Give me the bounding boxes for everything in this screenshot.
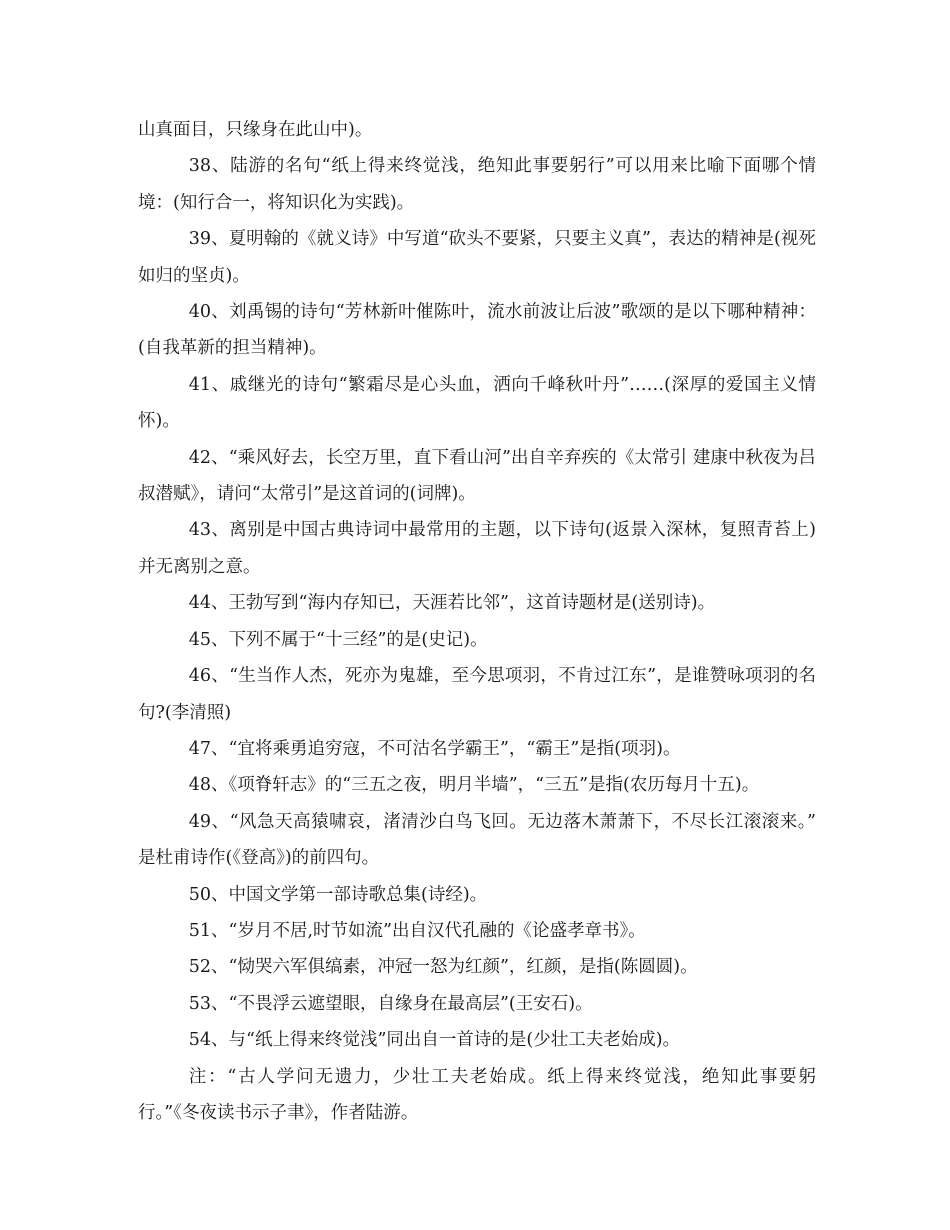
paragraph-item-38: 38、陆游的名句“纸上得来终觉浅，绝知此事要躬行”可以用来比喻下面哪个情境：(知行合一，将知识化为实践)。 xyxy=(138,156,816,213)
paragraph-item-50: 50、中国文学第一部诗歌总集(诗经)。 xyxy=(188,884,488,905)
paragraph-item-52: 52、“恸哭六军俱缟素，冲冠一怒为红颜”，红颜，是指(陈圆圆)。 xyxy=(188,957,698,978)
paragraph-item-49: 49、“风急天高猿啸哀，渚清沙白鸟飞回。无边落木萧萧下，不尽长江滚滚来。” 是杜甫诗作(《登高》)的前四句。 xyxy=(138,811,816,869)
paragraph-continuation: 山真面目，只缘身在此山中)。 xyxy=(138,120,373,140)
paragraph-item-44: 44、王勃写到“海内存知已，天涯若比邻”，这首诗题材是(送别诗)。 xyxy=(188,593,716,614)
paragraph-item-43: 43、离别是中国古典诗词中最常用的主题，以下诗句(返景入深林，复照青苔上)并无离别之意。 xyxy=(138,520,816,577)
paragraph-item-45: 45、下列不属于“十三经”的是(史记)。 xyxy=(188,629,488,650)
paragraph-item-41: 41、戚继光的诗句“繁霜尽是心头血，洒向千峰秋叶丹”……(深厚的爱国主义情怀)。 xyxy=(138,374,816,432)
document-body xyxy=(138,112,816,1131)
paragraph-item-51: 51、“岁月不居,时节如流”出自汉代孔融的《论盛孝章书》。 xyxy=(188,920,646,941)
paragraph-item-48: 48、《项脊轩志》的“三五之夜，明月半墙”，“三五”是指(农历每月十五)。 xyxy=(188,775,760,796)
paragraph-note: 注：“古人学问无遗力，少壮工夫老始成。纸上得来终觉浅，绝知此事要躬行。”《冬夜读书示子聿》，作者陆游。 xyxy=(138,1066,816,1123)
paragraph-item-53: 53、“不畏浮云遮望眼，自缘身在最高层”(王安石)。 xyxy=(188,993,593,1014)
paragraph-item-46: 46、“生当作人杰，死亦为鬼雄，至今思项羽，不肯过江东”，是谁赞咏项羽的名句?(李清照) xyxy=(138,666,816,723)
paragraph-item-54: 54、与“纸上得来终觉浅”同出自一首诗的是(少壮工夫老始成)。 xyxy=(188,1030,681,1051)
paragraph-item-39: 39、夏明翰的《就义诗》中写道“砍头不要紧，只要主义真”，表达的精神是(视死如归的坚贞)。 xyxy=(138,229,816,286)
paragraph-item-47: 47、“宜将乘勇追穷寇，不可沽名学霸王”，“霸王”是指(项羽)。 xyxy=(188,738,681,759)
paragraph-item-40: 40、刘禹锡的诗句“芳林新叶催陈叶，流水前波让后波”歌颂的是以下哪种精神：(自我革新的担当精神)。 xyxy=(138,302,816,359)
paragraph-item-42: 42、“乘风好去，长空万里，直下看山河”出自辛弃疾的《太常引 建康中秋夜为吕叔潜赋》，请问“太常引”是这首词的(词牌)。 xyxy=(138,447,816,505)
